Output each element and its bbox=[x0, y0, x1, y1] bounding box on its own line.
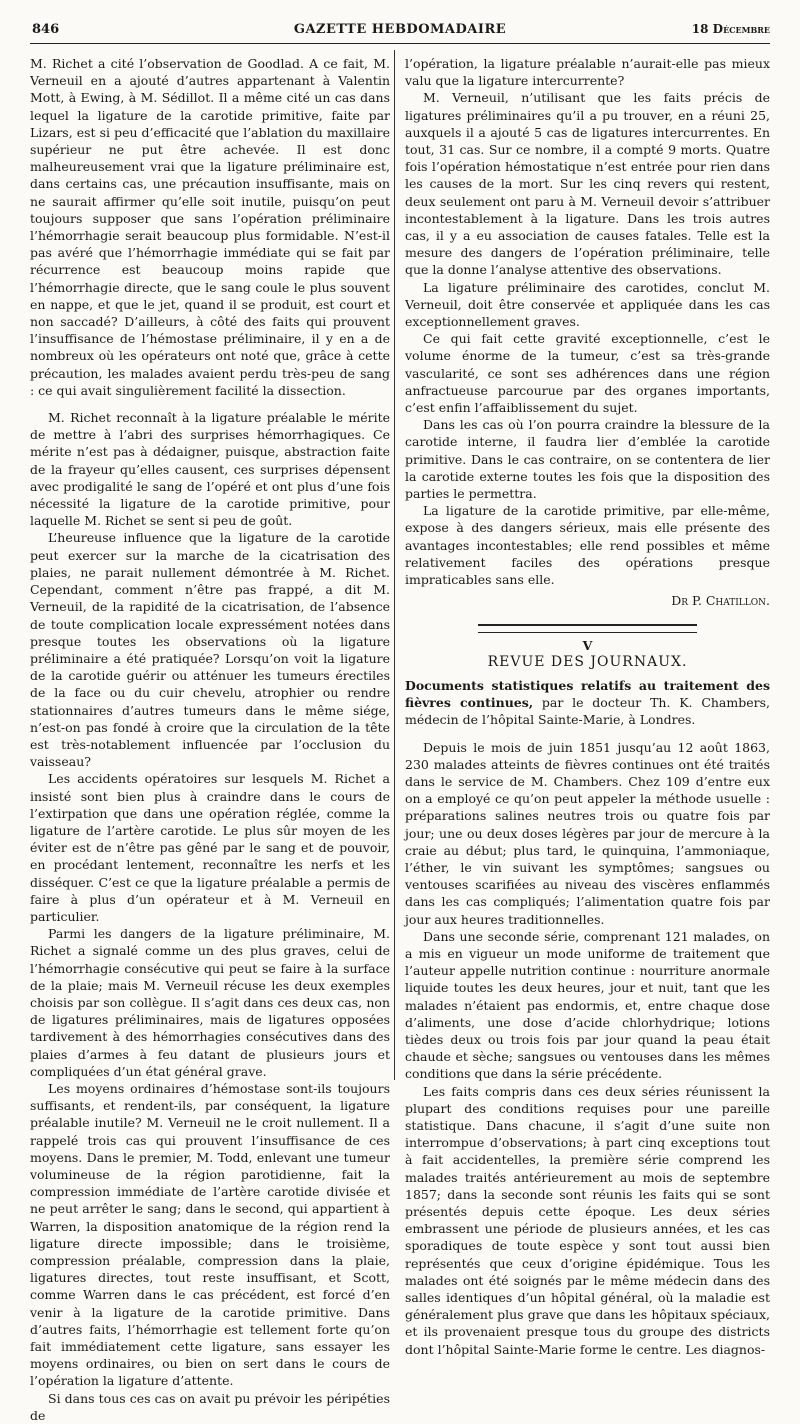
paragraph: l’opération, la ligature préalable n’aurait-elle pas mieux valu que la ligature intercurrente? bbox=[405, 56, 770, 89]
paragraph: Depuis le mois de juin 1851 jusqu’au 12 août 1863, 230 malades atteints de fièvres continues ont été traités dans le service de M. Chambers. Chez 109 d’entre eux on a employé ce qu’on peut appeler la méthode usuelle : préparations salines neutres trois ou quatre fois par jour; une ou deux doses légères par jour de mercure à la craie au début; plus tard, le quinquina, l’ammoniaque, l’éther, le vin suivant les symptômes; sangsues ou ventouses scarifiées au niveau des viscères enflammés dans les cas compliqués; l’alimentation quatre fois par jour aux heures traditionnelles. bbox=[405, 739, 770, 927]
paragraph: Dans les cas où l’on pourra craindre la blessure de la carotide interne, il faudra lier d’emblée la carotide primitive. Dans le cas contraire, on se contentera de lier la carotide externe toutes les fois que la disposition des parties le permettra. bbox=[405, 417, 770, 502]
section-separator bbox=[478, 624, 697, 626]
section-number: V bbox=[582, 637, 593, 653]
paragraph: La ligature de la carotide primitive, par elle-même, expose à des dangers sérieux, mais elle présente des avantages incontestables; elle rend possibles et même relativement faciles des opérations presque impraticables sans elle. bbox=[405, 503, 770, 588]
paragraph: Parmi les dangers de la ligature préliminaire, M. Richet a signalé comme un des plus graves, celui de l’hémorrhagie consécutive qui peut se faire à la surface de la plaie; mais M. Verneuil récuse les deux exemples choisis par son collègue. Il s’agit dans ces deux cas, non de ligatures préliminaires, mais de ligatures opposées tardivement à des hémorrhagies consécutives dans des plaies d’armes à feu datant de plusieurs jours et compliquées d’un état général grave. bbox=[30, 926, 390, 1079]
page-header bbox=[30, 18, 770, 44]
paragraph: Ce qui fait cette gravité exceptionnelle, c’est le volume énorme de la tumeur, c’est sa très-grande vascularité, ce sont ses adhérences dans une région anfractueuse parcourue par des organes importants, c’est enfin l’affaiblissement du sujet. bbox=[405, 331, 770, 416]
section-separator-thin bbox=[478, 632, 697, 633]
article-title: Documents statistiques relatifs au traitement des fièvres continues, bbox=[405, 677, 770, 711]
header-rule bbox=[30, 43, 770, 44]
author-signature: Dr P. Chatillon. bbox=[671, 593, 770, 609]
left-column bbox=[30, 55, 390, 1423]
paragraph: Les faits compris dans ces deux séries réunissent la plupart des conditions requises pour une pareille statistique. Dans chacune, il s’agit d’une suite non interrompue d’observations; à part cinq exceptions tout à fait accidentelles, la première série comprend les malades traités antérieurement au mois de septembre 1857; dans la seconde sont réunis les faits qui se sont présentés depuis cette époque. Les deux séries embrassent une période de plusieurs années, et les cas sporadiques de toute espèce y sont tout aussi bien représentés que ceux d’origine épidémique. Tous les malades ont été soignés par le même médecin dans des salles identiques d’un hôpital général, où la maladie est généralement plus grave que dans les hôpitaux spéciaux, et ils provenaient presque tous du groupe des districts dont l’hôpital Sainte-Marie forme le centre. Les diagnos- bbox=[405, 1083, 770, 1357]
section-title: REVUE DES JOURNAUX. bbox=[487, 653, 688, 670]
right-column bbox=[405, 55, 770, 1357]
paragraph: La ligature préliminaire des carotides, conclut M. Verneuil, doit être conservée et appliquée dans les cas exceptionnellement graves. bbox=[405, 279, 770, 330]
article-heading bbox=[405, 677, 770, 729]
issue-date: 18 Décembre bbox=[691, 22, 770, 36]
paragraph: M. Richet a cité l’observation de Goodlad. A ce fait, M. Verneuil en a ajouté d’autres appartenant à Valentin Mott, à Ewing, à M. Sédillot. Il a même cité un cas dans lequel la ligature de la carotide primitive, faite par Lizars, est si peu d’efficacité que l’ablation du maxillaire supérieur ne put être achevée. Il est donc malheureusement vrai que la ligature préliminaire est, dans certains cas, une précaution insuffisante, mais on ne saurait affirmer qu’elle soit inutile, puisqu’on peut toujours supposer que sans l’opération préliminaire l’hémorrhagie serait beaucoup plus formidable. N’est-il pas avéré que l’hémorrhagie immédiate qui se fait par récurrence est beaucoup moins rapide que l’hémorrhagie directe, que le sang coule le plus souvent en nappe, et que le jet, quand il se produit, est court et non saccadé? D’ailleurs, à côté des faits qui prouvent l’insuffisance de l’hémostase préliminaire, il y en a de nombreux où les opérateurs ont noté que, grâce à cette précaution, les malades avaient perdu très-peu de sang : ce qui avait singulièrement facilité la dissection. bbox=[30, 56, 390, 398]
paragraph: M. Verneuil, n’utilisant que les faits précis de ligatures préliminaires qu’il a pu trouver, en a réuni 25, auxquels il a ajouté 5 cas de ligatures intercurrentes. En tout, 31 cas. Sur ce nombre, il a compté 9 morts. Quatre fois l’opération hémostatique n’est entrée pour rien dans les causes de la mort. Sur les cinq revers qui restent, deux seulement ont paru à M. Verneuil devoir s’attribuer incontestablement à la ligature. Dans les trois autres cas, il y a eu association de causes fatales. Telle est la mesure des dangers de l’opération préliminaire, telle que la donne l’analyse attentive des observations. bbox=[405, 90, 770, 278]
paragraph: Les moyens ordinaires d’hémostase sont-ils toujours suffisants, et rendent-ils, par conséquent, la ligature préalable inutile? M. Verneuil ne le croit nullement. Il a rappelé trois cas qui prouvent l’insuffisance de ces moyens. Dans le premier, M. Todd, enlevant une tumeur volumineuse de la région parotidienne, fait la compression immédiate de l’artère carotide divisée et ne peut arrêter le sang; dans le second, qui appartient à Warren, la disposition anatomique de la région rend la ligature directe impossible; dans le troisième, compression préalable, compression dans la plaie, ligatures directes, tout reste insuffisant, et Scott, comme Warren dans le cas précédent, est forcé d’en venir à la ligature de la carotide primitive. Dans d’autres faits, l’hémorrhagie est tellement forte qu’on fait immédiatement cette ligature, sans essayer les moyens ordinaires, ou bien on sert dans le cours de l’opération la ligature d’attente. bbox=[30, 1080, 390, 1389]
page-number: 846 bbox=[32, 22, 60, 37]
journal-title: GAZETTE HEBDOMADAIRE bbox=[293, 22, 507, 37]
paragraph: M. Richet reconnaît à la ligature préalable le mérite de mettre à l’abri des surprises hémorrhagiques. Ce mérite n’est pas à dédaigner, puisque, abstraction faite de la frayeur qu’elles causent, ces surprises dépensent avec prodigalité le sang de l’opéré et ont plus d’une fois nécessité la ligature de la carotide primitive, pour laquelle M. Richet se sent si peu de goût. bbox=[30, 410, 390, 529]
paragraph: Les accidents opératoires sur lesquels M. Richet a insisté sont bien plus à craindre dans le cours de l’extirpation que dans une opération réglée, comme la ligature de l’artère carotide. Le plus sûr moyen de les éviter est de n’être pas gêné par le sang et de pouvoir, en procédant lentement, reconnaître les nerfs et les disséquer. C’est ce que la ligature préalable a permis de faire à plus d’un opérateur et à M. Verneuil en particulier. bbox=[30, 771, 390, 924]
paragraph: Dans une seconde série, comprenant 121 malades, on a mis en vigueur un mode uniforme de traitement que l’auteur appelle nutrition continue : nourriture anormale liquide toutes les deux heures, jour et nuit, tant que les malades n’étaient pas endormis, et, entre chaque dose d’aliments, une dose d’acide chlorhydrique; lotions tièdes deux ou trois fois par jour quand la peau était chaude et sèche; sangsues ou ventouses dans les mêmes conditions que dans la série précédente. bbox=[405, 928, 770, 1082]
paragraph: L’heureuse influence que la ligature de la carotide peut exercer sur la marche de la cicatrisation des plaies, ne parait nullement démontrée à M. Richet. Cependant, comment n’être pas frappé, a dit M. Verneuil, de la rapidité de la cicatrisation, de l’absence de toute complication locale expressément notées dans presque toutes les observations où la ligature préliminaire a été pratiquée? Lorsqu’on voit la ligature de la carotide guérir ou atténuer les tumeurs érectiles de la face ou du cuir chevelu, atrophier ou rendre stationnaires d’autres tumeurs dans le même siége, n’est-on pas fondé à croire que la circulation de la tête est très-notablement influencée par l’occlusion du vaisseau? bbox=[30, 530, 390, 770]
paragraph: Si dans tous ces cas on avait pu prévoir les péripéties de bbox=[30, 1390, 390, 1423]
column-divider bbox=[394, 50, 395, 1080]
article-byline: par le docteur Th. K. Chambers, médecin de l’hôpital Sainte-Marie, à Londres. bbox=[405, 695, 770, 728]
